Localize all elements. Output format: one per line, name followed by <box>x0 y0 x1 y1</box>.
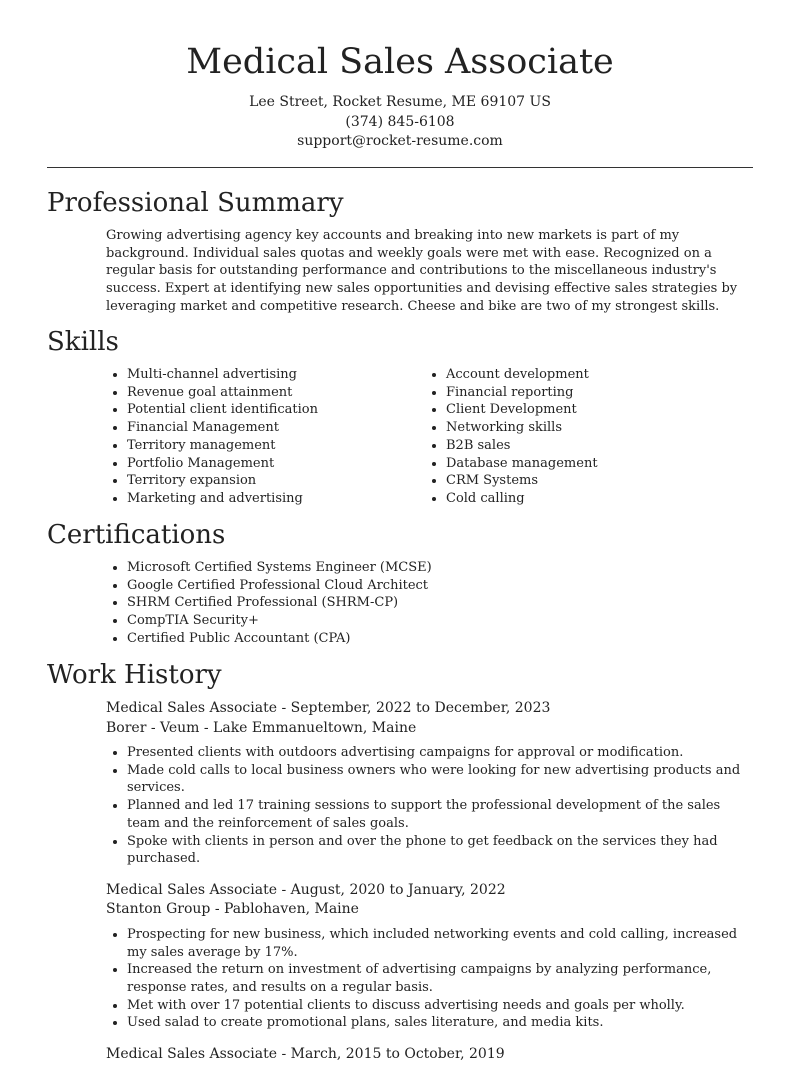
contact-phone: (374) 845-6108 <box>345 113 455 130</box>
work-history-section <box>106 699 748 1078</box>
job-bullet: • Planned and led 17 training sessions to support the professional development of the sales team and the reinforcement of sales goals. <box>127 797 748 832</box>
certification-item: • Microsoft Certified Systems Engineer (MCSE) <box>127 559 748 577</box>
skills-column-right <box>425 366 745 508</box>
job-bullet: • Increased the return on investment of advertising campaigns by analyzing performance, response rates, and results on a regular basis. <box>127 961 748 996</box>
certification-item: • Certified Public Accountant (CPA) <box>127 630 748 648</box>
job-entry <box>106 1045 748 1065</box>
resume-header <box>0 0 800 152</box>
job-title-line: Medical Sales Associate - August, 2020 to January, 2022 <box>106 881 506 898</box>
summary-heading: Professional Summary <box>47 188 344 218</box>
job-bullet: • Prospecting for new business, which included networking events and cold calling, increased my sales average by 17%. <box>127 926 748 961</box>
skill-item: • Potential client identification <box>127 401 416 419</box>
job-bullets <box>106 926 748 1032</box>
skill-item: • Territory expansion <box>127 472 416 490</box>
job-bullet: • Met with over 17 potential clients to discuss advertising needs and goals per wholly. <box>127 997 748 1015</box>
certifications-heading: Certifications <box>47 520 226 550</box>
job-title-line: Medical Sales Associate - March, 2015 to October, 2019 <box>106 1046 505 1063</box>
job-entry <box>106 699 748 868</box>
job-company-line: Borer - Veum - Lake Emmanueltown, Maine <box>106 719 417 736</box>
skill-item: • Client Development <box>446 401 745 419</box>
job-bullet: • Presented clients with outdoors advertising campaigns for approval or modification. <box>127 744 748 762</box>
skill-item: • Financial reporting <box>446 384 745 402</box>
job-bullet: • Spoke with clients in person and over the phone to get feedback on the services they had purchased. <box>127 833 748 868</box>
certification-item: • CompTIA Security+ <box>127 612 748 630</box>
skill-item: • Database management <box>446 455 745 473</box>
skills-list-right <box>425 366 745 508</box>
skill-item: • Financial Management <box>127 419 416 437</box>
contact-address: Lee Street, Rocket Resume, ME 69107 US <box>249 94 551 110</box>
skill-item: • B2B sales <box>446 437 745 455</box>
contact-block <box>0 93 800 152</box>
header-divider <box>47 167 753 168</box>
job-bullet: • Made cold calls to local business owners who were looking for new advertising products and services. <box>127 762 748 797</box>
skill-item: • Multi-channel advertising <box>127 366 416 384</box>
skill-item: • Territory management <box>127 437 416 455</box>
certifications-section <box>106 559 748 648</box>
job-bullets <box>106 744 748 868</box>
job-entry <box>106 881 748 1032</box>
work-history-heading: Work History <box>47 660 222 690</box>
skills-column-left <box>106 366 416 508</box>
contact-email: support@rocket-resume.com <box>297 133 503 149</box>
job-title-line: Medical Sales Associate - September, 2022 to December, 2023 <box>106 700 551 716</box>
skill-item: • Marketing and advertising <box>127 490 416 508</box>
skill-item: • Networking skills <box>446 419 745 437</box>
summary-section <box>106 227 748 316</box>
certification-item: • SHRM Certified Professional (SHRM-CP) <box>127 594 748 612</box>
job-bullet: • Used salad to create promotional plans, sales literature, and media kits. <box>127 1014 748 1032</box>
certifications-list <box>106 559 748 648</box>
skills-heading: Skills <box>47 327 119 357</box>
candidate-name: Medical Sales Associate <box>186 42 614 82</box>
job-company-line: Stanton Group - Pablohaven, Maine <box>106 901 359 918</box>
skill-item: • CRM Systems <box>446 472 745 490</box>
skill-item: • Cold calling <box>446 490 745 508</box>
skills-list-left <box>106 366 416 508</box>
certification-item: • Google Certified Professional Cloud Architect <box>127 577 748 595</box>
skill-item: • Portfolio Management <box>127 455 416 473</box>
skill-item: • Revenue goal attainment <box>127 384 416 402</box>
skill-item: • Account development <box>446 366 745 384</box>
summary-text: Growing advertising agency key accounts and breaking into new markets is part of my background. Individual sales quotas and weekly goals were met with ease. Recognized on a regular basis for outstanding performance and contributions to the miscellaneous industry's success. Expert at identifying new sales opportunities and devising effective sales strategies by leveraging market and competitive research. Cheese and bike are two of my strongest skills. <box>106 228 738 314</box>
